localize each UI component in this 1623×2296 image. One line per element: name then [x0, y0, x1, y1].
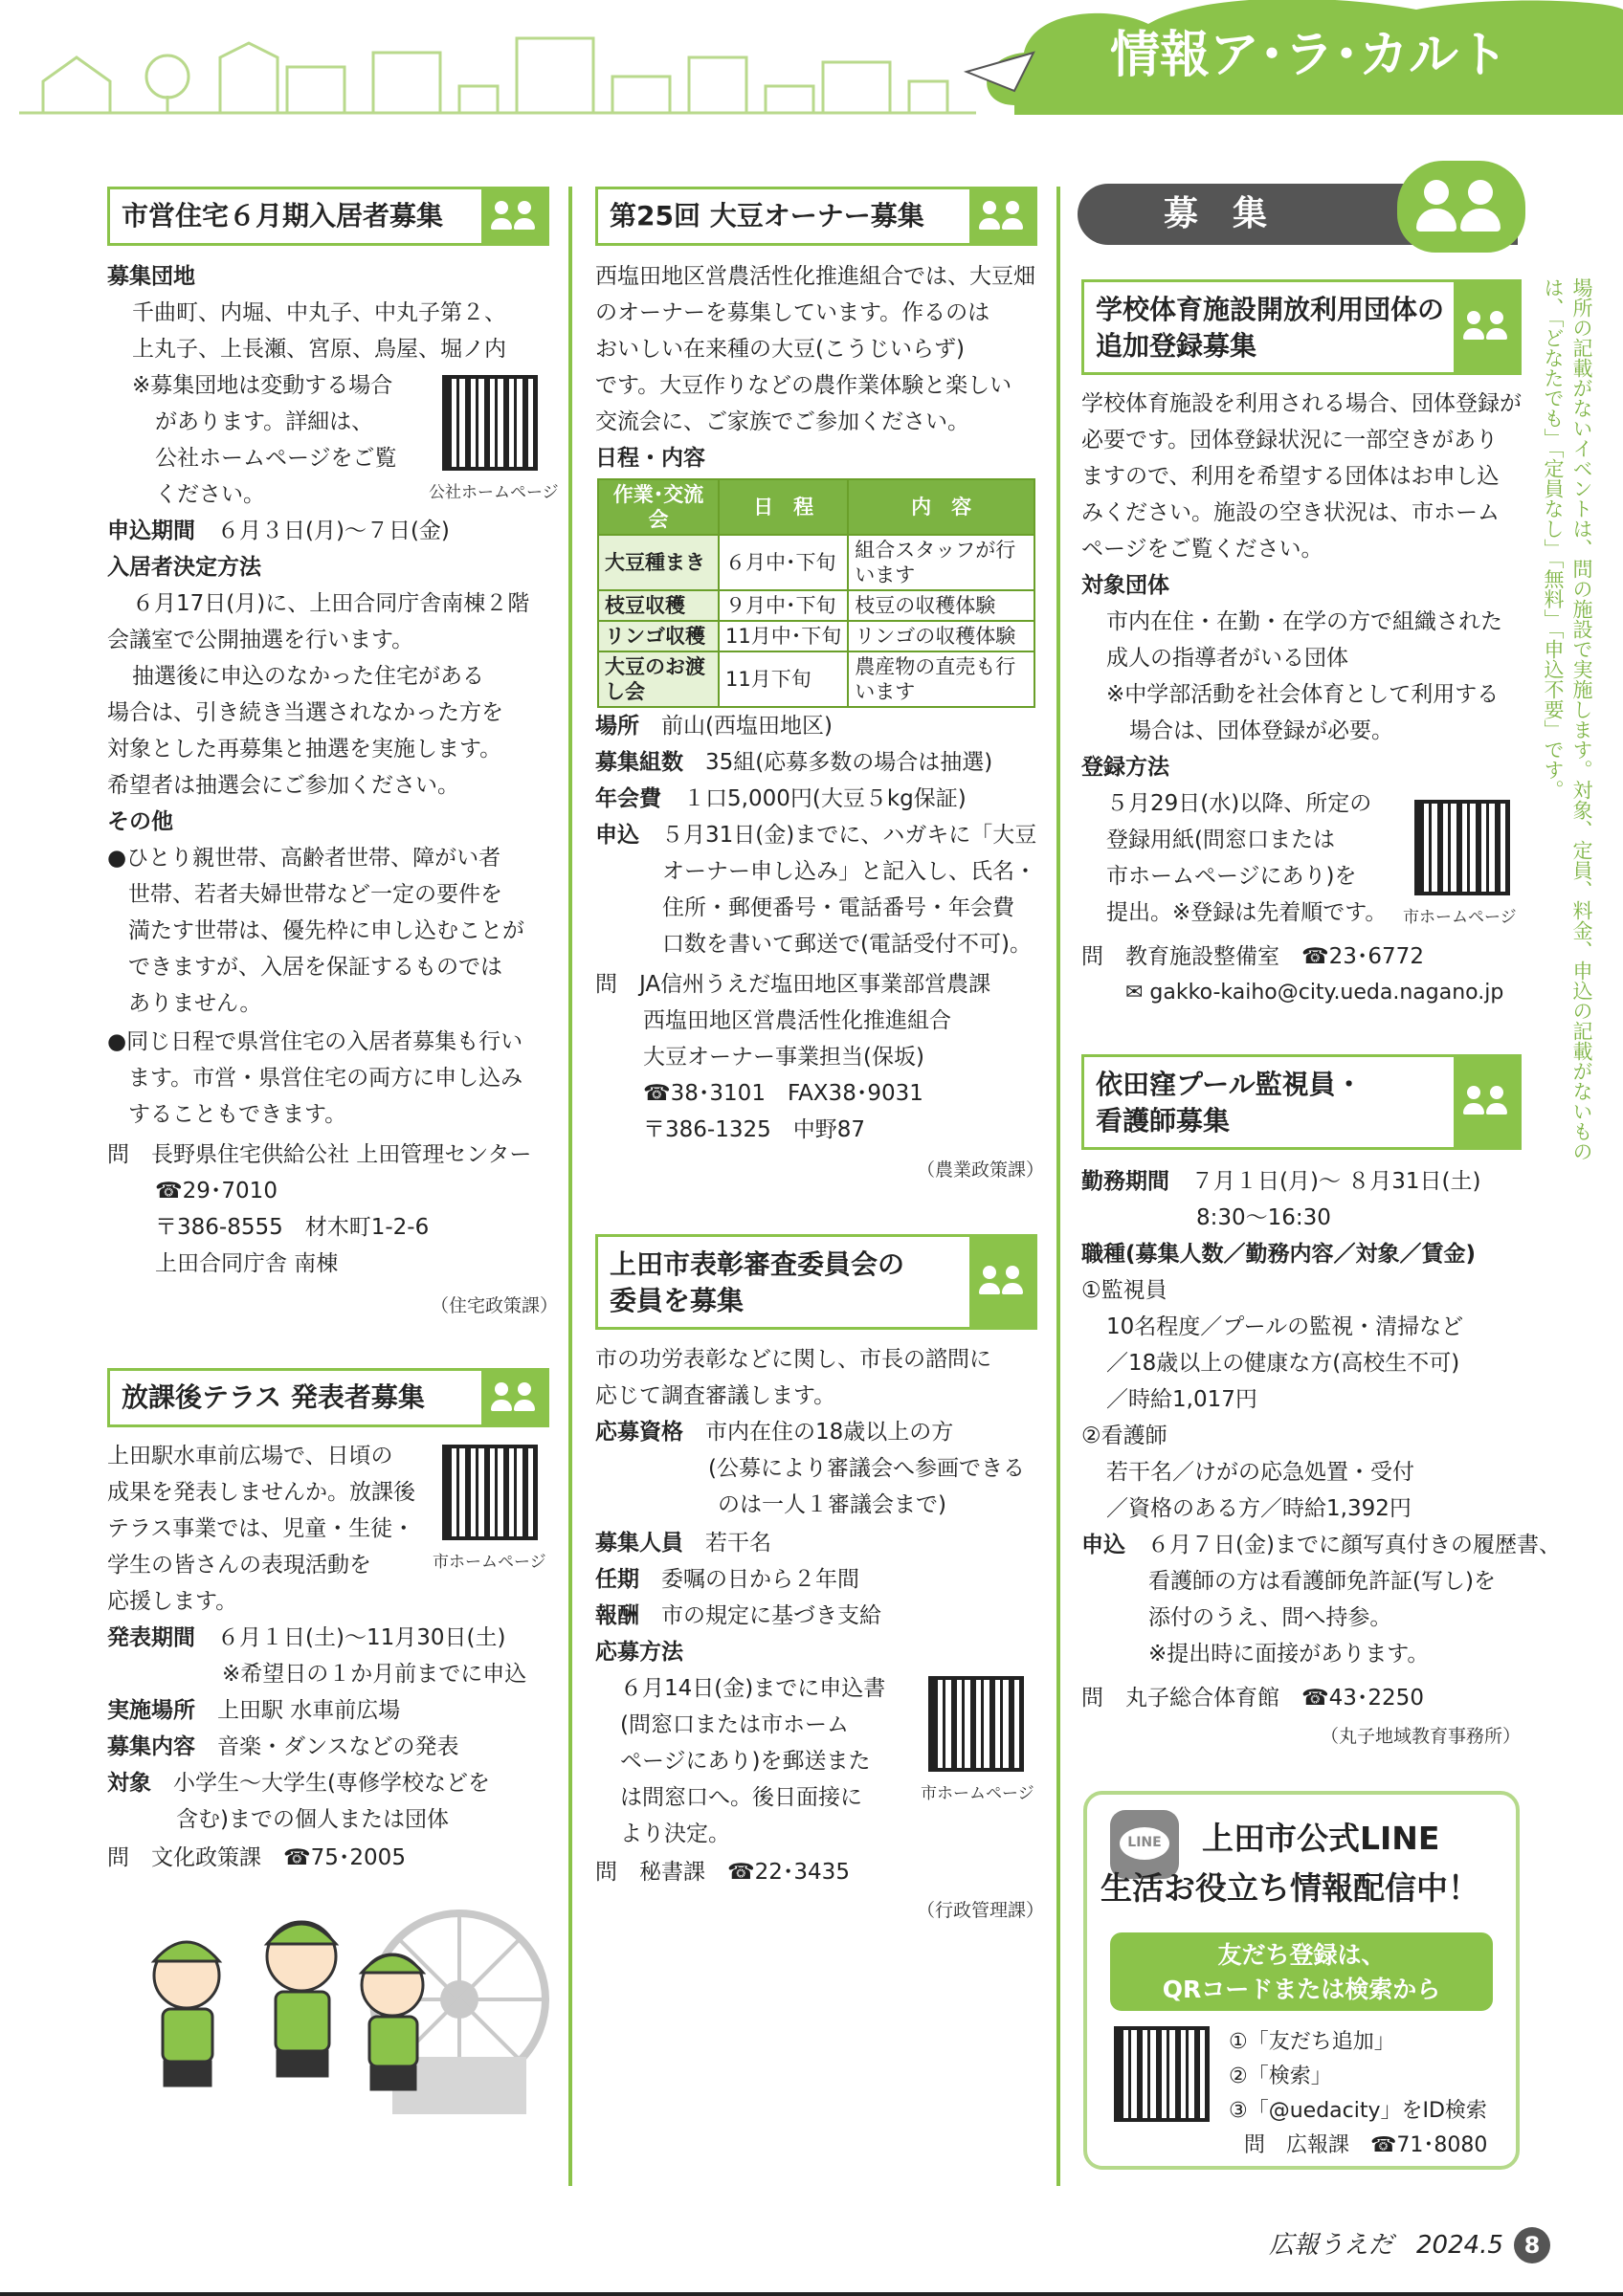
phone-fax: ☎38･3101 FAX38･9031: [643, 1081, 923, 1106]
label-venue: 実施場所: [107, 1698, 195, 1723]
section-header-award-committee: [595, 1234, 1037, 1330]
section-title-line: 看護師募集: [1096, 1105, 1231, 1137]
people-icon: [1454, 282, 1519, 372]
label-recruitment-complex: 募集団地: [107, 264, 195, 289]
value: 音楽・ダンスなどの発表: [217, 1734, 459, 1759]
text: 学校体育施設を利用される場合、団体登録が: [1081, 391, 1522, 416]
line-logo-text: LINE: [1127, 1835, 1162, 1850]
address-building: 上田合同庁舎 南棟: [155, 1251, 339, 1276]
section-title-line: 委員を募集: [610, 1285, 745, 1316]
text: ②看護師: [1081, 1424, 1167, 1448]
text: ページにあり)を郵送また: [620, 1749, 871, 1774]
contact: 問 文化政策課 ☎75･2005: [107, 1845, 406, 1870]
label-target-group: 対象団体: [1081, 573, 1169, 598]
text: ●同じ日程で県営住宅の入居者募集も行い: [107, 1029, 523, 1054]
table-row: [598, 621, 1034, 651]
table-row: [598, 535, 1034, 590]
header-title: 情報ア･ラ･カルト: [1110, 27, 1509, 84]
text: 登録用紙(問窓口または: [1106, 828, 1335, 852]
text: のオーナーを募集しています。作るのは: [595, 300, 990, 325]
text: みください。施設の空き状況は、市ホーム: [1081, 500, 1500, 525]
label-target: 対象: [107, 1771, 151, 1796]
text: ／資格のある方／時給1,392円: [1106, 1496, 1412, 1521]
source-department: （農業政策課）: [917, 1159, 1045, 1181]
bottom-rule: [0, 2292, 1623, 2296]
qr-caption: 市ホームページ: [433, 1553, 546, 1572]
table-cell: 枝豆の収穫体験: [848, 590, 1034, 621]
label-other: その他: [107, 809, 173, 834]
label-annual-fee: 年会費: [595, 786, 661, 811]
text: ６月14日(金)までに申込書: [620, 1676, 886, 1701]
section-header-after-school-terrace: [107, 1368, 549, 1427]
section-title-block: [1096, 1067, 1363, 1139]
text: 住所・郵便番号・電話番号・年会費: [662, 895, 1014, 920]
table-header: 内 容: [848, 479, 1034, 535]
text: ／時給1,017円: [1106, 1387, 1257, 1412]
label-apply: 申込: [1081, 1533, 1125, 1557]
table-cell: 大豆種まき: [598, 535, 719, 590]
schedule-table: [597, 478, 1035, 708]
footer-issue: 2024.5: [1416, 2231, 1503, 2260]
text: することもできます。: [128, 1102, 347, 1127]
text: 希望者は抽選会にご参加ください。: [107, 773, 459, 798]
label-presentation-period: 発表期間: [107, 1625, 195, 1650]
section-header-soybean-owner: [595, 187, 1037, 246]
table-cell: 大豆のお渡し会: [598, 651, 719, 707]
contact: 問 秘書課 ☎22･3435: [595, 1860, 850, 1885]
text: ５月29日(水)以降、所定の: [1106, 791, 1372, 816]
text: オーナー申し込み」と記入し、氏名・: [662, 859, 1036, 884]
label-reward: 報酬: [595, 1603, 639, 1628]
value: 前山(西塩田地区): [661, 714, 833, 739]
label-decision-method: 入居者決定方法: [107, 555, 261, 580]
value: ６月７日(金)までに顔写真付きの履歴書、: [1147, 1533, 1561, 1557]
value: ６月１日(土)～11月30日(土): [217, 1625, 506, 1650]
contact: 問 JA信州うえだ塩田地区事業部営農課: [595, 972, 991, 997]
table-header: 作業･交流会: [598, 479, 719, 535]
text: 西塩田地区営農活性化推進組合: [643, 1008, 951, 1033]
value: ５月31日(金)までに、ハガキに「大豆: [661, 823, 1037, 848]
text: 提出。※登録は先着順です。: [1106, 900, 1388, 925]
text: 交流会に、ご家族でご参加ください。: [595, 409, 969, 434]
text: のは一人１審議会まで): [718, 1492, 946, 1517]
text: より決定。: [620, 1821, 730, 1846]
table-cell: 枝豆収穫: [598, 590, 719, 621]
friend-registration-banner: [1110, 1932, 1493, 2011]
qr-caption: 市ホームページ: [1403, 908, 1517, 927]
text: ますので、利用を希望する団体はお申し込: [1081, 464, 1500, 489]
value: ６月３日(月)～７日(金): [217, 519, 450, 543]
section-header-school-facility: [1081, 279, 1522, 375]
page-number: 8: [1514, 2227, 1550, 2263]
text: できますが、入居を保証するものでは: [128, 955, 502, 980]
section-header-pool-staff: [1081, 1054, 1522, 1150]
text: 市内在住・在勤・在学の方で組織された: [1106, 609, 1502, 634]
text: 学生の皆さんの表現活動を: [107, 1553, 371, 1578]
text: 公社ホームページをご覧: [155, 446, 397, 471]
label-how-to-apply: 応募方法: [595, 1640, 683, 1665]
column-divider-2: [1056, 187, 1060, 2186]
text: 応じて調査審議します。: [595, 1383, 836, 1408]
text: 場合は、引き続き当選されなかった方を: [107, 700, 503, 725]
table-row: [598, 651, 1034, 707]
table-cell: ６月中･下旬: [719, 535, 848, 590]
contact: 問 広報課 ☎71･8080: [1244, 2133, 1488, 2157]
label-groups: 募集組数: [595, 750, 683, 775]
source-department: （住宅政策課）: [431, 1295, 559, 1316]
text: ①監視員: [1081, 1278, 1167, 1303]
text: 添付のうえ、問へ持参。: [1148, 1605, 1392, 1630]
text: テラス事業では、児童・生徒・: [107, 1516, 415, 1541]
text: 場合は、団体登録が必要。: [1129, 718, 1393, 743]
section-title: 放課後テラス 発表者募集: [122, 1381, 425, 1413]
text: 10名程度／プールの監視・清掃など: [1106, 1314, 1464, 1339]
text: があります。詳細は、: [155, 409, 374, 434]
people-icon: [969, 189, 1034, 243]
line-title: 上田市公式LINE: [1202, 1820, 1440, 1857]
label-eligibility: 応募資格: [595, 1420, 683, 1445]
label-number: 募集人員: [595, 1531, 683, 1556]
text: 大豆オーナー事業担当(保坂): [643, 1045, 924, 1070]
footer-publication: 広報うえだ: [1269, 2231, 1394, 2260]
phone: ☎29･7010: [155, 1179, 278, 1203]
source-department: （行政管理課）: [917, 1900, 1045, 1921]
people-icon: [481, 189, 546, 243]
text: ページをご覧ください。: [1081, 537, 1323, 562]
text: 抽選後に申込のなかった住宅がある: [132, 664, 484, 689]
source-department: （丸子地域教育事務所）: [1321, 1726, 1522, 1747]
email-link[interactable]: ✉ gakko-kaiho@city.ueda.nagano.jp: [1125, 981, 1504, 1004]
qr-code[interactable]: [442, 375, 538, 471]
banner-title: 募 集: [1164, 194, 1268, 233]
label-application-period: 申込期間: [107, 519, 195, 543]
contact: 問 教育施設整備室 ☎23･6772: [1081, 944, 1424, 969]
step-add-friend: ①「友だち追加」: [1229, 2030, 1395, 2054]
line-promo-box: [1083, 1791, 1520, 2170]
text: 上田駅水車前広場で、日頃の: [107, 1444, 393, 1468]
text: 必要です。団体登録状況に一部空きがあり: [1081, 428, 1499, 453]
label-registration: 登録方法: [1081, 755, 1169, 780]
label-location: 場所: [595, 714, 639, 739]
people-icon: [969, 1237, 1034, 1327]
text: ありません。: [128, 991, 262, 1016]
section-title-line: 依田窪プール監視員・: [1096, 1069, 1363, 1100]
value: 若干名: [705, 1531, 771, 1556]
value: 委嘱の日から２年間: [661, 1567, 859, 1592]
section-title: 市営住宅６月期入居者募集: [122, 200, 444, 232]
value: 市内在住の18歳以上の方: [705, 1420, 954, 1445]
banner-line: QRコードまたは検索から: [1162, 1976, 1441, 2003]
text: 対象とした再募集と抽選を実施します。: [107, 737, 502, 762]
column-divider-1: [568, 187, 572, 2186]
text: 成人の指導者がいる団体: [1106, 646, 1348, 671]
text: です。大豆作りなどの農作業体験と楽しい: [595, 373, 1012, 398]
text: ※提出時に面接があります。: [1148, 1642, 1430, 1667]
text: ６月17日(月)に、上田合同庁舎南棟２階: [132, 591, 530, 616]
qr-caption: 市ホームページ: [921, 1784, 1034, 1803]
section-title-line: 追加登録募集: [1096, 330, 1257, 362]
label-term: 任期: [595, 1567, 639, 1592]
table-cell: リンゴ収穫: [598, 621, 719, 651]
section-title: 第25回 大豆オーナー募集: [610, 200, 924, 232]
line-subtitle: 生活お役立ち情報配信中！: [1101, 1869, 1479, 1907]
people-icon: [1397, 161, 1525, 253]
text: (公募により審議会へ参画できる: [708, 1456, 1025, 1481]
qr-code[interactable]: [928, 1676, 1024, 1772]
section-title-block: [610, 1247, 904, 1319]
section-header-municipal-housing: [107, 187, 549, 246]
label-content: 募集内容: [107, 1734, 195, 1759]
text: ●ひとり親世帯、高齢者世帯、障がい者: [107, 846, 501, 871]
table-cell: 農産物の直売も行います: [848, 651, 1034, 707]
line-qr-code[interactable]: [1114, 2026, 1210, 2122]
step-search: ②「検索」: [1229, 2064, 1332, 2088]
children-illustration: [105, 1885, 555, 2143]
text: 市ホームページにあり)を: [1106, 864, 1357, 889]
text: ※中学部活動を社会体育として利用する: [1106, 682, 1500, 707]
text: (問窓口または市ホーム: [620, 1712, 849, 1737]
table-cell: 11月中･下旬: [719, 621, 848, 651]
table-cell: リンゴの収穫体験: [848, 621, 1034, 651]
value: 市の規定に基づき支給: [661, 1603, 881, 1628]
step-id-search: ③「@uedacity」をID検索: [1229, 2099, 1487, 2123]
label-work-period: 勤務期間: [1081, 1169, 1169, 1194]
text: 千曲町、内堀、中丸子、中丸子第２、: [132, 300, 506, 325]
table-row: [598, 590, 1034, 621]
qr-code[interactable]: [442, 1445, 538, 1540]
value: 35組(応募多数の場合は抽選): [705, 750, 993, 775]
text: ※希望日の１か月前までに申込: [222, 1662, 527, 1687]
text: 会議室で公開抽選を行います。: [107, 628, 414, 652]
label-schedule: 日程・内容: [595, 446, 705, 471]
table-cell: 組合スタッフが行います: [848, 535, 1034, 590]
value: 小学生～大学生(専修学校などを: [173, 1771, 490, 1796]
value: ７月１日(月)～ ８月31日(土): [1191, 1169, 1481, 1194]
text: ※募集団地は変動する場合: [132, 373, 393, 398]
value: １口5,000円(大豆５kg保証): [683, 786, 967, 811]
table-cell: ９月中･下旬: [719, 590, 848, 621]
contact: 問 丸子総合体育館 ☎43･2250: [1081, 1686, 1424, 1711]
text: ください。: [155, 482, 265, 507]
text: 若干名／けがの応急処置・受付: [1106, 1460, 1414, 1485]
text: ／18歳以上の健康な方(高校生不可): [1106, 1351, 1460, 1376]
banner-line: 友だち登録は、: [1217, 1941, 1386, 1969]
text: ます。市営・県営住宅の両方に申し込み: [128, 1066, 523, 1091]
text: 西塩田地区営農活性化推進組合では、大豆畑: [595, 264, 1035, 289]
text: 世帯、若者夫婦世帯など一定の要件を: [128, 882, 502, 907]
qr-code[interactable]: [1414, 800, 1510, 895]
text: 市の功労表彰などに関し、市長の諮問に: [595, 1347, 991, 1372]
text: は問窓口へ。後日面接に: [620, 1785, 862, 1810]
value: 上田駅 水車前広場: [217, 1698, 401, 1723]
text: 8:30～16:30: [1196, 1205, 1331, 1230]
table-header: 日 程: [719, 479, 848, 535]
text: 成果を発表しませんか。放課後: [107, 1480, 415, 1505]
people-icon: [1454, 1057, 1519, 1147]
section-title-block: [1096, 292, 1444, 364]
text: おいしい在来種の大豆(こうじいらず): [595, 337, 965, 362]
address: 〒386-1325 中野87: [643, 1117, 865, 1142]
text: 上丸子、上長瀬、宮原、鳥屋、堀ノ内: [132, 337, 506, 362]
address: 〒386-8555 材木町1-2-6: [155, 1215, 430, 1240]
table-cell: 11月下旬: [719, 651, 848, 707]
text: 口数を書いて郵送で(電話受付不可)。: [662, 932, 1032, 957]
section-title-line: 上田市表彰審査委員会の: [610, 1248, 905, 1280]
contact: 問 長野県住宅供給公社 上田管理センター: [107, 1142, 532, 1167]
text: 含む)までの個人または団体: [176, 1807, 449, 1832]
people-icon: [481, 1371, 546, 1424]
section-title-line: 学校体育施設開放利用団体の: [1096, 294, 1445, 325]
qr-caption: 公社ホームページ: [429, 483, 559, 502]
label-job-type: 職種(募集人数／勤務内容／対象／賃金): [1081, 1242, 1477, 1267]
text: 看護師の方は看護師免許証(写し)を: [1148, 1569, 1496, 1594]
label-apply: 申込: [595, 823, 639, 848]
text: 満たす世帯は、優先枠に申し込むことが: [128, 918, 524, 943]
side-note: 場所の記載がないイベントは、問の施設で実施します。対象、定員、料金、申込の記載がないものは、「どなたでも」「定員なし」「無料」「申込不要」です。: [1542, 277, 1593, 1161]
text: 応援します。: [107, 1589, 238, 1614]
